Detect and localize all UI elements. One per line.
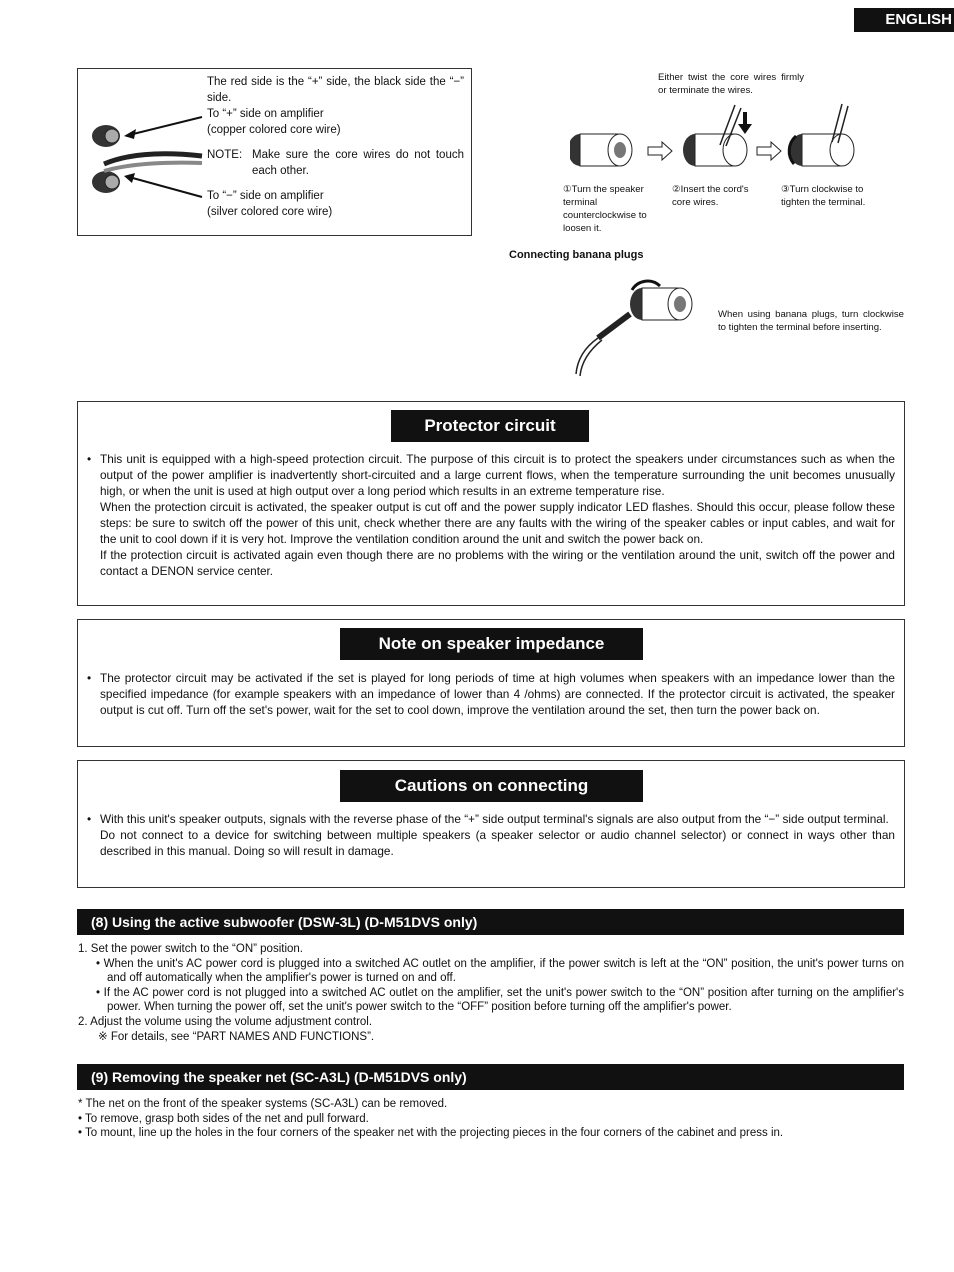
plus-side-wire: (copper colored core wire) <box>207 124 341 136</box>
step-3-text: ③Turn clockwise to tighten the terminal. <box>781 184 866 208</box>
polarity-text: The red side is the “+” side, the black side the “−” side. <box>207 76 464 104</box>
bullet-icon: • <box>87 812 92 826</box>
protector-title: Protector circuit <box>391 410 589 442</box>
steps-caption: Either twist the core wires firmly or terminate the wires. <box>658 72 804 96</box>
cautions-paragraph-2: Do not connect to a device for switching between multiple speakers (a speaker selector or audio channel selector) or connect in ways other than described in this manual. Doing so will result in damage. <box>100 828 895 858</box>
note-text: Make sure the core wires do not touch each other. <box>252 149 464 177</box>
protector-paragraph-1: This unit is equipped with a high-speed protection circuit. The purpose of this circuit is to protect the speakers under circumstances such as when the output of the power amplifier is inadvertently short-circuited and a large current flows, when the temperature surrounding the unit becomes unusually high, or when the unit is used at high output over a long period which results in an extreme temperature rise. <box>100 452 895 498</box>
subwoofer-step-1b: • If the AC power cord is not plugged into a switched AC outlet on the amplifier, set the unit's power switch to the “ON” position after turning on the amplifier's power. When turning the power off, set the unit's power switch to the “OFF” position before turning off the amplifier's power. <box>96 986 904 1014</box>
step-2-text: ②Insert the cord's core wires. <box>672 184 749 208</box>
protector-body <box>87 451 895 579</box>
subwoofer-list <box>78 942 904 1044</box>
cautions-paragraph-1: With this unit's speaker outputs, signals with the reverse phase of the “+” side output terminal's signals are also output from the “−” side output terminal. <box>100 812 889 826</box>
speaker-net-item-3: • To mount, line up the holes in the four corners of the speaker net with the projecting pieces in the four corners of the cabinet and press in. <box>78 1127 784 1140</box>
plus-side-label: To “+” side on amplifier <box>207 108 324 120</box>
cautions-body <box>87 811 895 859</box>
bullet-icon: • <box>87 671 92 685</box>
subwoofer-step-2a: ※ For details, see “PART NAMES AND FUNCTIONS”. <box>98 1030 375 1043</box>
protector-paragraph-2: When the protection circuit is activated, the speaker output is cut off and the power supply indicator LED flashes. Should this occur, please follow these steps: be sure to switch off the power of this unit, check whether there are any faults with the wiring of the speaker cables or input cables, and wait for the unit to cool down if it is very hot. Improve the ventilation condition around the unit and switch the power back on. <box>100 500 895 546</box>
speaker-net-item-1: * The net on the front of the speaker systems (SC-A3L) can be removed. <box>78 1098 448 1110</box>
step-1-text: ①Turn the speaker terminal counterclockwise to loosen it. <box>563 184 647 234</box>
banana-heading: Connecting banana plugs <box>509 249 644 261</box>
subwoofer-step-1: 1. Set the power switch to the “ON” position. <box>78 943 303 955</box>
bullet-icon: • <box>87 452 92 466</box>
note-label: NOTE: <box>207 149 243 161</box>
impedance-paragraph: The protector circuit may be activated if the set is played for long periods of time at high volumes when speakers with an impedance lower than the specified impedance (for example speakers with an impedance of lower than 4 /ohms) are connected. If the protector circuit is activated, the speaker output is cut off. Turn off the set's power, wait for the set to cool down, improve the ventilation around the set, then turn the power back on. <box>100 671 895 717</box>
impedance-body <box>87 670 895 718</box>
protector-section <box>77 401 905 606</box>
banana-plug-illustration <box>570 272 700 380</box>
wiring-box <box>77 68 472 236</box>
impedance-title: Note on speaker impedance <box>340 628 643 660</box>
subwoofer-step-1a: • When the unit's AC power cord is plugged into a switched AC outlet on the amplifier, if the power switch is left at the “ON” position, the unit's power turns on and off automatically when the amplifier's power is turned on and off. <box>96 957 904 985</box>
protector-paragraph-3: If the protection circuit is activated again even though there are no problems with the wiring or the ventilation around the unit, switch off the power and contact a DENON service center. <box>100 548 895 578</box>
speaker-net-heading: (9) Removing the speaker net (SC-A3L) (D-M51DVS only) <box>77 1064 904 1090</box>
impedance-section <box>77 619 905 747</box>
language-tab: ENGLISH <box>854 8 954 32</box>
minus-side-label: To “−” side on amplifier <box>207 190 324 202</box>
minus-side-wire: (silver colored core wire) <box>207 206 333 218</box>
cautions-title: Cautions on connecting <box>340 770 643 802</box>
banana-text: When using banana plugs, turn clockwise to tighten the terminal before inserting. <box>718 309 904 333</box>
speaker-net-list <box>78 1097 904 1141</box>
speaker-cable-illustration <box>84 109 204 199</box>
cautions-section <box>77 760 905 888</box>
subwoofer-step-2: 2. Adjust the volume using the volume adjustment control. <box>78 1015 373 1028</box>
terminal-steps-illustration <box>570 100 870 180</box>
subwoofer-heading: (8) Using the active subwoofer (DSW-3L) (D-M51DVS only) <box>77 909 904 935</box>
speaker-net-item-2: • To remove, grasp both sides of the net and pull forward. <box>78 1112 369 1125</box>
